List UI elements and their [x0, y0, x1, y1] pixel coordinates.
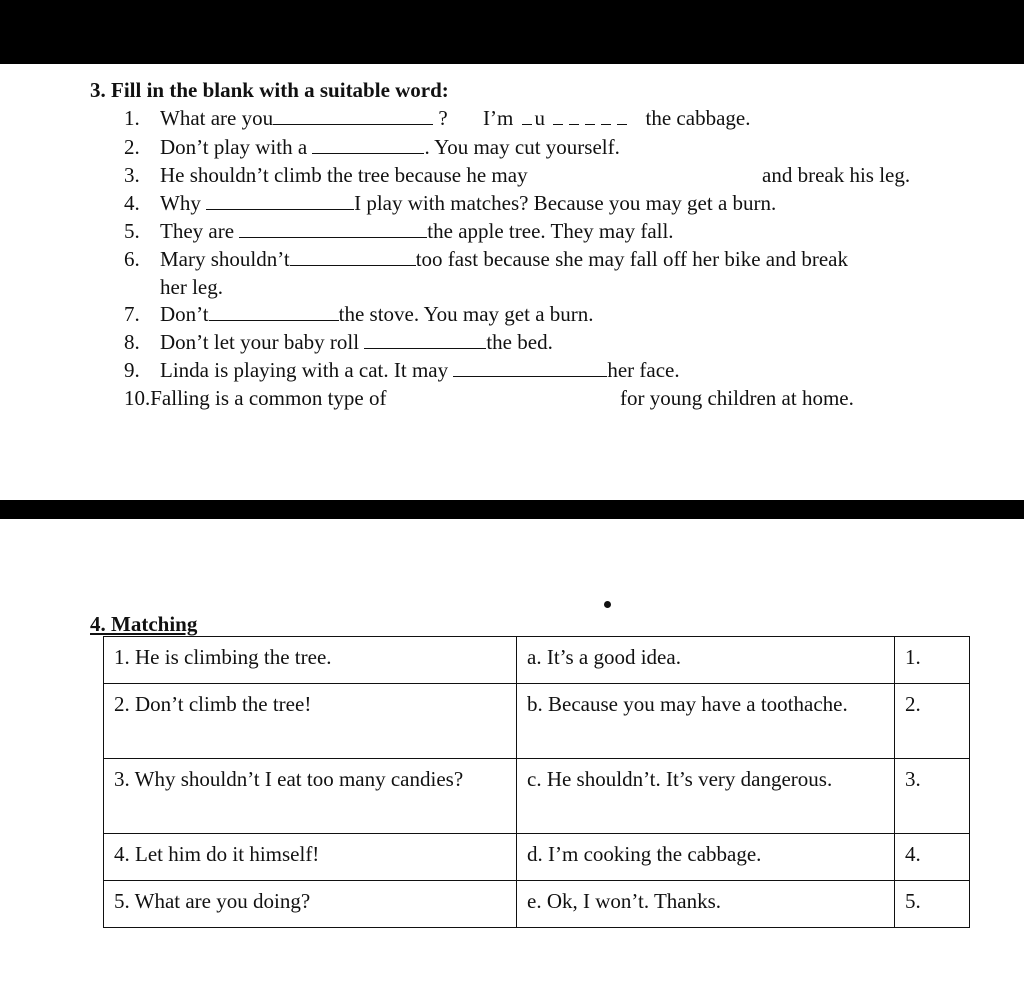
table-row — [104, 684, 970, 759]
exercise-item-4: 4. Why I play with matches? Because you may get a burn. — [124, 191, 777, 215]
exercise-item-5: 5. They are the apple tree. They may fall. — [124, 219, 674, 243]
answer-cell[interactable]: 3. — [895, 759, 970, 834]
answer-blank[interactable] — [273, 108, 433, 125]
table-row — [104, 881, 970, 928]
response-cell: e. Ok, I won’t. Thanks. — [517, 881, 895, 928]
table-row — [104, 759, 970, 834]
letter-blank[interactable] — [569, 110, 579, 125]
answer-blank[interactable] — [206, 193, 354, 210]
answer-cell[interactable]: 4. — [895, 834, 970, 881]
question-cell: 5. What are you doing? — [104, 881, 517, 928]
response-cell: d. I’m cooking the cabbage. — [517, 834, 895, 881]
exercise-item-6: 6. Mary shouldn’t too fast because she may fall off her bike and break — [124, 247, 848, 271]
response-cell: c. He shouldn’t. It’s very dangerous. — [517, 759, 895, 834]
letter-blank[interactable] — [601, 110, 611, 125]
section3-title: 3. Fill in the blank with a suitable word: — [90, 78, 449, 102]
answer-blank[interactable] — [453, 360, 607, 377]
table-row — [104, 834, 970, 881]
answer-cell[interactable]: 2. — [895, 684, 970, 759]
letter-blank[interactable] — [585, 110, 595, 125]
exercise-item-3: 3. He shouldn’t climb the tree because he may — [124, 163, 528, 187]
question-cell: 4. Let him do it himself! — [104, 834, 517, 881]
question-cell: 3. Why shouldn’t I eat too many candies? — [104, 759, 517, 834]
answer-blank[interactable] — [209, 304, 339, 321]
exercise-item-1: 1. What are you ? I’m u the cabbage. — [124, 106, 751, 130]
bullet-dot — [604, 601, 611, 608]
question-cell: 1. He is climbing the tree. — [104, 637, 517, 684]
answer-blank[interactable] — [312, 137, 424, 154]
letter-blank[interactable] — [553, 110, 563, 125]
exercise-item-10: 10.Falling is a common type of — [124, 386, 387, 410]
exercise-item-6-cont: her leg. — [160, 275, 223, 299]
exercise-item-10-end: for young children at home. — [620, 386, 854, 410]
exercise-item-7: 7. Don’t the stove. You may get a burn. — [124, 302, 594, 326]
answer-cell[interactable]: 5. — [895, 881, 970, 928]
table-row — [104, 637, 970, 684]
letter-blank[interactable] — [617, 110, 627, 125]
matching-table — [103, 636, 970, 928]
exercise-item-3-end: and break his leg. — [762, 163, 911, 187]
answer-blank[interactable] — [290, 249, 416, 266]
middle-black-band — [0, 500, 1024, 519]
question-cell: 2. Don’t climb the tree! — [104, 684, 517, 759]
letter-blank[interactable] — [522, 110, 532, 125]
top-black-band — [0, 0, 1024, 64]
exercise-item-8: 8. Don’t let your baby roll the bed. — [124, 330, 553, 354]
section4-title: 4. Matching — [90, 612, 198, 636]
exercise-item-2: 2. Don’t play with a . You may cut yourself. — [124, 135, 620, 159]
exercise-item-9: 9. Linda is playing with a cat. It may her face. — [124, 358, 680, 382]
answer-cell[interactable]: 1. — [895, 637, 970, 684]
response-cell: a. It’s a good idea. — [517, 637, 895, 684]
answer-blank[interactable] — [364, 332, 486, 349]
answer-blank[interactable] — [239, 221, 427, 238]
response-cell: b. Because you may have a toothache. — [517, 684, 895, 759]
